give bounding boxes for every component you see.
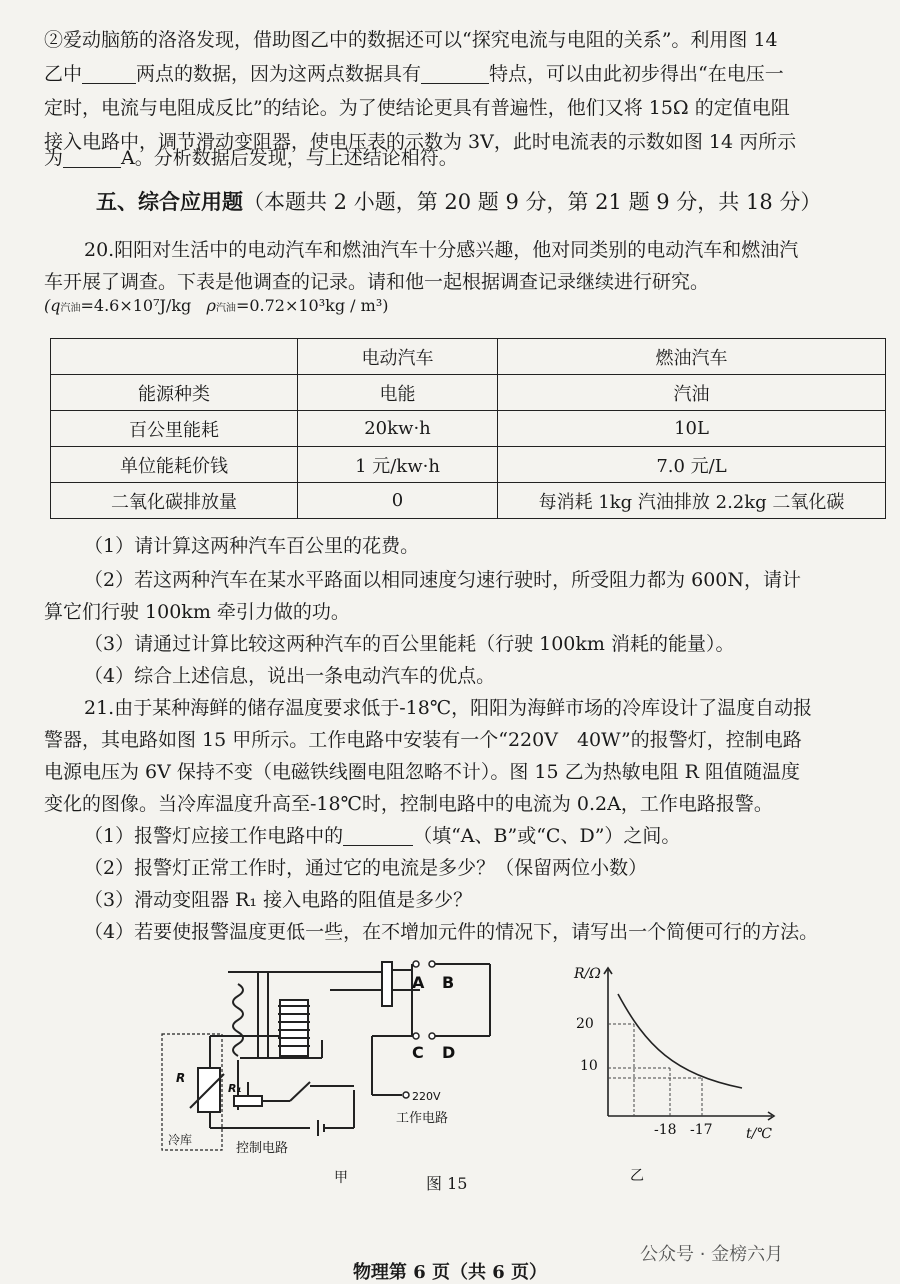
q20-sub2b: 算它们行驶 100km 牵引力做的功。: [44, 601, 350, 623]
table-row: [51, 375, 886, 411]
table-cell: 1 元/kw·h: [298, 447, 498, 483]
rho-symbol: ρ: [206, 296, 216, 315]
text: 乙中: [44, 63, 83, 85]
table-cell: 10L: [498, 411, 886, 447]
table-cell: 每消耗 1kg 汽油排放 2.2kg 二氧化碳: [498, 483, 886, 519]
subscript: 汽油: [60, 303, 81, 314]
q21-line1: 21.由于某种海鲜的储存温度要求低于-18℃，阳阳为海鲜市场的冷库设计了温度自动报: [84, 697, 813, 719]
q20-line1: 20.阳阳对生活中的电动汽车和燃油汽车十分感兴趣，他对同类别的电动汽车和燃油汽: [84, 239, 799, 261]
table-cell: 电能: [298, 375, 498, 411]
para1-line2: [44, 58, 874, 90]
figure-caption: 图 15: [426, 1174, 468, 1193]
table-cell: 单位能耗价钱: [51, 447, 298, 483]
control-circuit-label: 控制电路: [236, 1141, 289, 1156]
q20-sub3: （3）请通过计算比较这两种汽车的百公里能耗（行驶 100km 消耗的能量）。: [84, 633, 735, 655]
page-footer: 物理第 6 页（共 6 页）: [352, 1262, 548, 1283]
para1-line4: 接入电路中，调节滑动变阻器，使电压表的示数为 3V，此时电流表的示数如图 14 丙所示: [44, 131, 797, 153]
table-cell: 百公里能耗: [51, 411, 298, 447]
q21-sub4: （4）若要使报警温度更低一些，在不增加元件的情况下，请写出一个简便可行的方法。: [84, 921, 819, 943]
q21-line2: 警器，其电路如图 15 甲所示。工作电路中安装有一个“220V 40W”的报警灯，控制电路: [44, 729, 802, 751]
table-cell: 二氧化碳排放量: [51, 483, 298, 519]
q20-sub2a: （2）若这两种汽车在某水平路面以相同速度匀速行驶时，所受阻力都为 600N，请计: [84, 569, 802, 591]
circuit-diagram: [150, 950, 510, 1190]
terminal-C: C: [412, 1043, 424, 1062]
rho-value: =0.72×10³kg / m³): [235, 296, 389, 315]
table-cell: 7.0 元/L: [498, 447, 886, 483]
cold-storage-label: 冷库: [168, 1133, 193, 1147]
y-tick-10: 10: [580, 1058, 598, 1074]
rheostat-label: R₁: [228, 1082, 242, 1095]
text: A。分析数据后发现，与上述结论相符。: [121, 147, 458, 169]
table-cell: 电动汽车: [298, 339, 498, 375]
table-cell: 0: [298, 483, 498, 519]
q21-line4: 变化的图像。当冷库温度升高至-18℃时，控制电路中的电流为 0.2A，工作电路报警。: [44, 793, 773, 815]
para1-line1: ②爱动脑筋的洛洛发现，借助图乙中的数据还可以“探究电流与电阻的关系”。利用图 14: [44, 29, 778, 51]
para1-line5: [44, 142, 874, 174]
text: （填“A、B”或“C、D”）之间。: [413, 825, 681, 847]
q20-line2: 车开展了调查。下表是他调查的记录。请和他一起根据调查记录继续进行研究。: [44, 271, 710, 293]
resistance-temperature-graph: [566, 956, 786, 1186]
thermistor-label: R: [176, 1071, 186, 1085]
text: 为: [44, 147, 64, 169]
survey-table: [50, 338, 886, 519]
x-tick-minus17: -17: [690, 1122, 713, 1138]
answer-blank: [63, 147, 121, 168]
table-cell: 汽油: [498, 375, 886, 411]
q-value: =4.6×10⁷J/kg: [80, 296, 192, 315]
text: （1）报警灯应接工作电路中的: [84, 825, 344, 847]
table-row: [51, 447, 886, 483]
q21-line3: 电源电压为 6V 保持不变（电磁铁线圈电阻忽略不计）。图 15 乙为热敏电阻 R 阻值随温度: [44, 761, 801, 783]
q20-constants: [44, 296, 388, 315]
q21-sub1: [84, 820, 874, 852]
terminal-B: B: [442, 973, 455, 992]
text: 特点，可以由此初步得出“在电压一: [489, 63, 784, 85]
table-header-row: [51, 339, 886, 375]
table-row: [51, 411, 886, 447]
q20-sub1: （1）请计算这两种汽车百公里的花费。: [84, 535, 420, 557]
answer-blank: [421, 63, 489, 84]
terminal-A: A: [412, 973, 425, 992]
subscript: 汽油: [215, 303, 236, 314]
table-cell: 20kw·h: [298, 411, 498, 447]
table-row: [51, 483, 886, 519]
answer-blank: [343, 825, 413, 846]
table-cell: [51, 339, 298, 375]
caption-yi: 乙: [630, 1168, 644, 1184]
q21-sub3: （3）滑动变阻器 R₁ 接入电路的阻值是多少？: [84, 889, 473, 911]
y-axis-label: R/Ω: [574, 966, 601, 982]
table-cell: 能源种类: [51, 375, 298, 411]
section-title: 五、综合应用题: [96, 189, 243, 214]
x-axis-label: t/℃: [746, 1126, 773, 1142]
voltage-label: 220V: [412, 1090, 441, 1103]
y-tick-20: 20: [576, 1016, 594, 1032]
terminal-D: D: [442, 1043, 456, 1062]
caption-jia: 甲: [334, 1170, 348, 1186]
q-symbol: (q: [44, 296, 61, 315]
text: 两点的数据，因为这两点数据具有: [136, 63, 422, 85]
answer-blank: [82, 63, 136, 84]
section-note: （本题共 2 小题，第 20 题 9 分，第 21 题 9 分，共 18 分）: [243, 190, 822, 214]
para1-line3: 定时，电流与电阻成反比”的结论。为了使结论更具有普遍性，他们又将 15Ω 的定值电阻: [44, 97, 790, 119]
section-heading: [96, 186, 821, 216]
q20-sub4: （4）综合上述信息，说出一条电动汽车的优点。: [84, 665, 496, 687]
q21-sub2: （2）报警灯正常工作时，通过它的电流是多少？（保留两位小数）: [84, 857, 648, 879]
work-circuit-label: 工作电路: [396, 1111, 449, 1126]
watermark: 公众号 · 金榜六月: [640, 1244, 784, 1265]
table-cell: 燃油汽车: [498, 339, 886, 375]
x-tick-minus18: -18: [654, 1122, 677, 1138]
